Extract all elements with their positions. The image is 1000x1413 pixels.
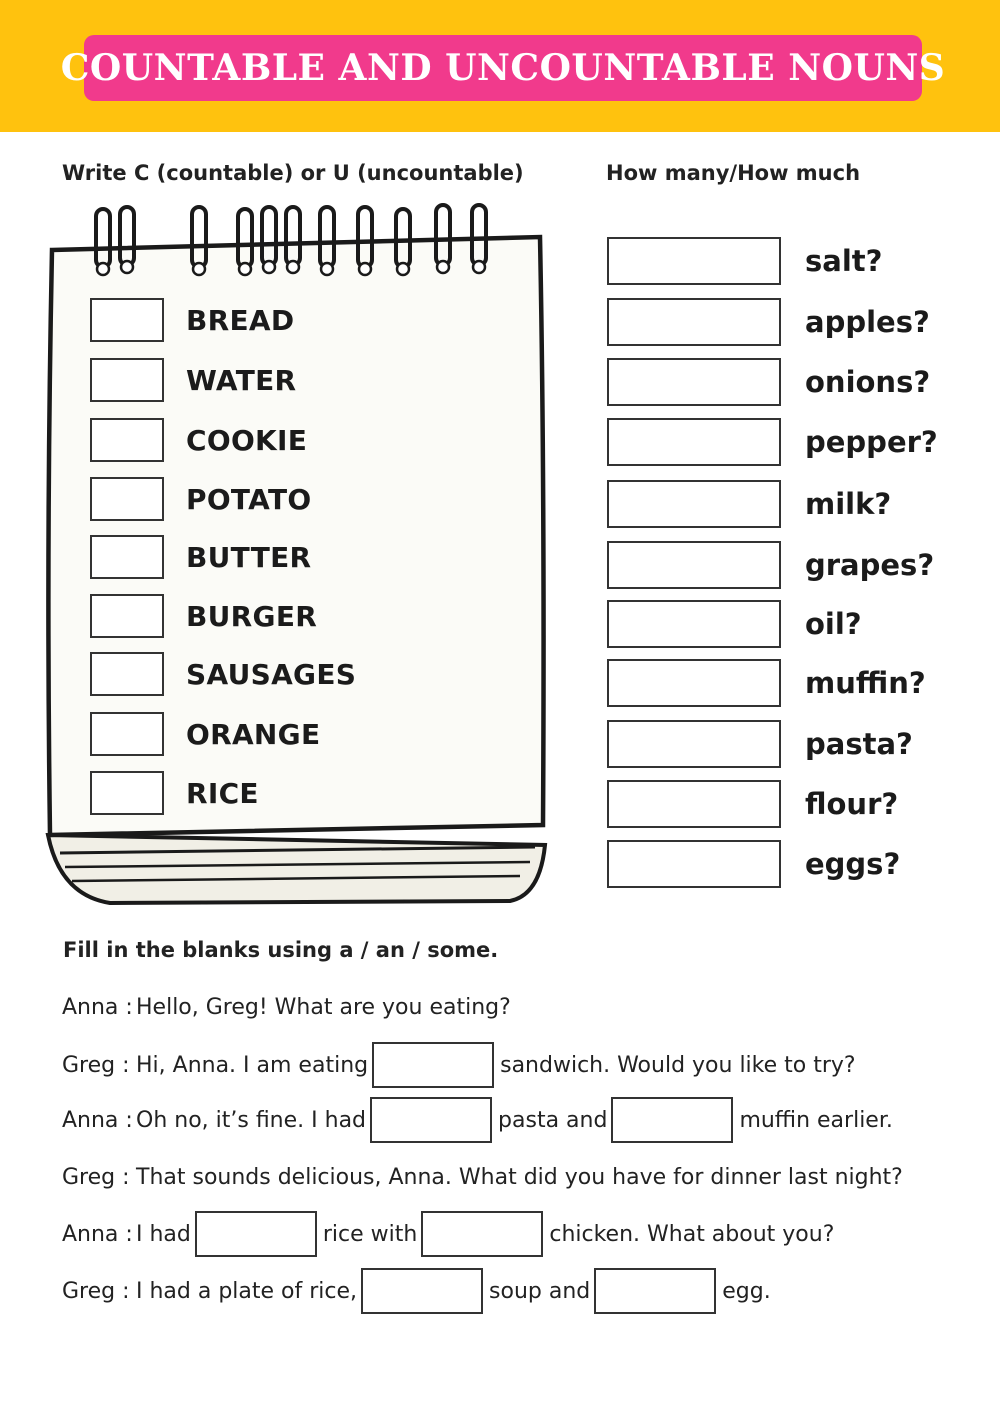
noun-label: milk? (805, 487, 892, 521)
answer-box[interactable] (90, 477, 164, 521)
speaker-label: Greg : (62, 1164, 130, 1190)
noun-label: muffin? (805, 666, 926, 700)
speaker-label: Anna : (62, 994, 133, 1020)
answer-box[interactable] (90, 418, 164, 462)
blank-input[interactable] (611, 1097, 733, 1143)
list-item-cookie (90, 417, 307, 463)
howmany-item-salt (607, 237, 882, 285)
answer-box[interactable] (607, 659, 781, 707)
answer-box[interactable] (607, 541, 781, 589)
dialogue-line-5 (62, 1210, 834, 1258)
howmany-item-pepper (607, 418, 938, 466)
page-title: COUNTABLE AND UNCOUNTABLE NOUNS (60, 47, 946, 89)
answer-box[interactable] (90, 712, 164, 756)
noun-label: ORANGE (186, 717, 321, 751)
dialogue-text: chicken. What about you? (549, 1221, 835, 1247)
dialogue-text: soup and (489, 1278, 591, 1304)
answer-box[interactable] (607, 780, 781, 828)
list-item-butter (90, 534, 311, 580)
dialogue-text: I had (136, 1221, 191, 1247)
dialogue-text: Oh no, it’s fine. I had (136, 1107, 367, 1133)
answer-box[interactable] (607, 237, 781, 285)
section1-heading: Write C (countable) or U (uncountable) (62, 161, 524, 185)
title-banner (60, 35, 946, 101)
howmany-item-apples (607, 298, 930, 346)
blank-input[interactable] (372, 1042, 494, 1088)
dialogue-text: I had a plate of rice, (136, 1278, 358, 1304)
dialogue-text: muffin earlier. (739, 1107, 893, 1133)
noun-label: flour? (805, 787, 899, 821)
answer-box[interactable] (90, 771, 164, 815)
answer-box[interactable] (90, 535, 164, 579)
noun-label: oil? (805, 607, 862, 641)
dialogue-line-3 (62, 1096, 893, 1144)
answer-box[interactable] (607, 720, 781, 768)
header-banner (0, 0, 1000, 132)
noun-label: BUTTER (186, 540, 312, 574)
noun-label: onions? (805, 365, 931, 399)
howmany-item-grapes (607, 541, 934, 589)
noun-label: RICE (186, 776, 259, 810)
answer-box[interactable] (607, 600, 781, 648)
noun-label: SAUSAGES (186, 657, 357, 691)
noun-label: WATER (186, 363, 297, 397)
dialogue-text: That sounds delicious, Anna. What did you have for dinner last night? (136, 1164, 903, 1190)
answer-box[interactable] (607, 298, 781, 346)
answer-box[interactable] (607, 840, 781, 888)
answer-box[interactable] (607, 358, 781, 406)
blank-input[interactable] (421, 1211, 543, 1257)
section3-heading: Fill in the blanks using a / an / some. (63, 938, 499, 962)
list-item-sausages (90, 651, 356, 697)
list-item-potato (90, 476, 311, 522)
list-item-rice (90, 770, 259, 816)
dialogue-text: sandwich. Would you like to try? (500, 1052, 856, 1078)
answer-box[interactable] (90, 298, 164, 342)
noun-label: BURGER (186, 599, 318, 633)
dialogue-text: pasta and (498, 1107, 608, 1133)
dialogue-text: egg. (722, 1278, 771, 1304)
dialogue-text: rice with (322, 1221, 418, 1247)
noun-label: eggs? (805, 847, 901, 881)
noun-label: POTATO (186, 482, 312, 516)
noun-label: salt? (805, 244, 883, 278)
dialogue-line-6 (62, 1267, 771, 1315)
howmany-item-oil (607, 600, 862, 648)
answer-box[interactable] (90, 652, 164, 696)
howmany-item-milk (607, 480, 891, 528)
noun-label: COOKIE (186, 423, 308, 457)
answer-box[interactable] (90, 358, 164, 402)
blank-input[interactable] (594, 1268, 716, 1314)
section2-heading: How many/How much (606, 161, 861, 185)
noun-label: apples? (805, 305, 930, 339)
notebook-illustration (40, 195, 555, 915)
speaker-label: Anna : (62, 1107, 133, 1133)
howmany-item-eggs (607, 840, 900, 888)
noun-label: pepper? (805, 425, 938, 459)
dialogue-text: Hi, Anna. I am eating (136, 1052, 369, 1078)
blank-input[interactable] (361, 1268, 483, 1314)
speaker-label: Greg : (62, 1052, 130, 1078)
list-item-bread (90, 297, 294, 343)
speaker-label: Greg : (62, 1278, 130, 1304)
blank-input[interactable] (195, 1211, 317, 1257)
answer-box[interactable] (607, 418, 781, 466)
list-item-water (90, 357, 296, 403)
list-item-burger (90, 593, 317, 639)
howmany-item-muffin (607, 659, 926, 707)
noun-label: BREAD (186, 303, 295, 337)
blank-input[interactable] (370, 1097, 492, 1143)
noun-label: grapes? (805, 548, 935, 582)
dialogue-text: Hello, Greg! What are you eating? (136, 994, 511, 1020)
dialogue-line-1 (62, 983, 511, 1031)
answer-box[interactable] (90, 594, 164, 638)
noun-label: pasta? (805, 727, 913, 761)
list-item-orange (90, 711, 320, 757)
speaker-label: Anna : (62, 1221, 133, 1247)
dialogue-line-2 (62, 1041, 856, 1089)
howmany-item-flour (607, 780, 898, 828)
answer-box[interactable] (607, 480, 781, 528)
howmany-item-pasta (607, 720, 913, 768)
dialogue-line-4 (62, 1153, 903, 1201)
howmany-item-onions (607, 358, 930, 406)
